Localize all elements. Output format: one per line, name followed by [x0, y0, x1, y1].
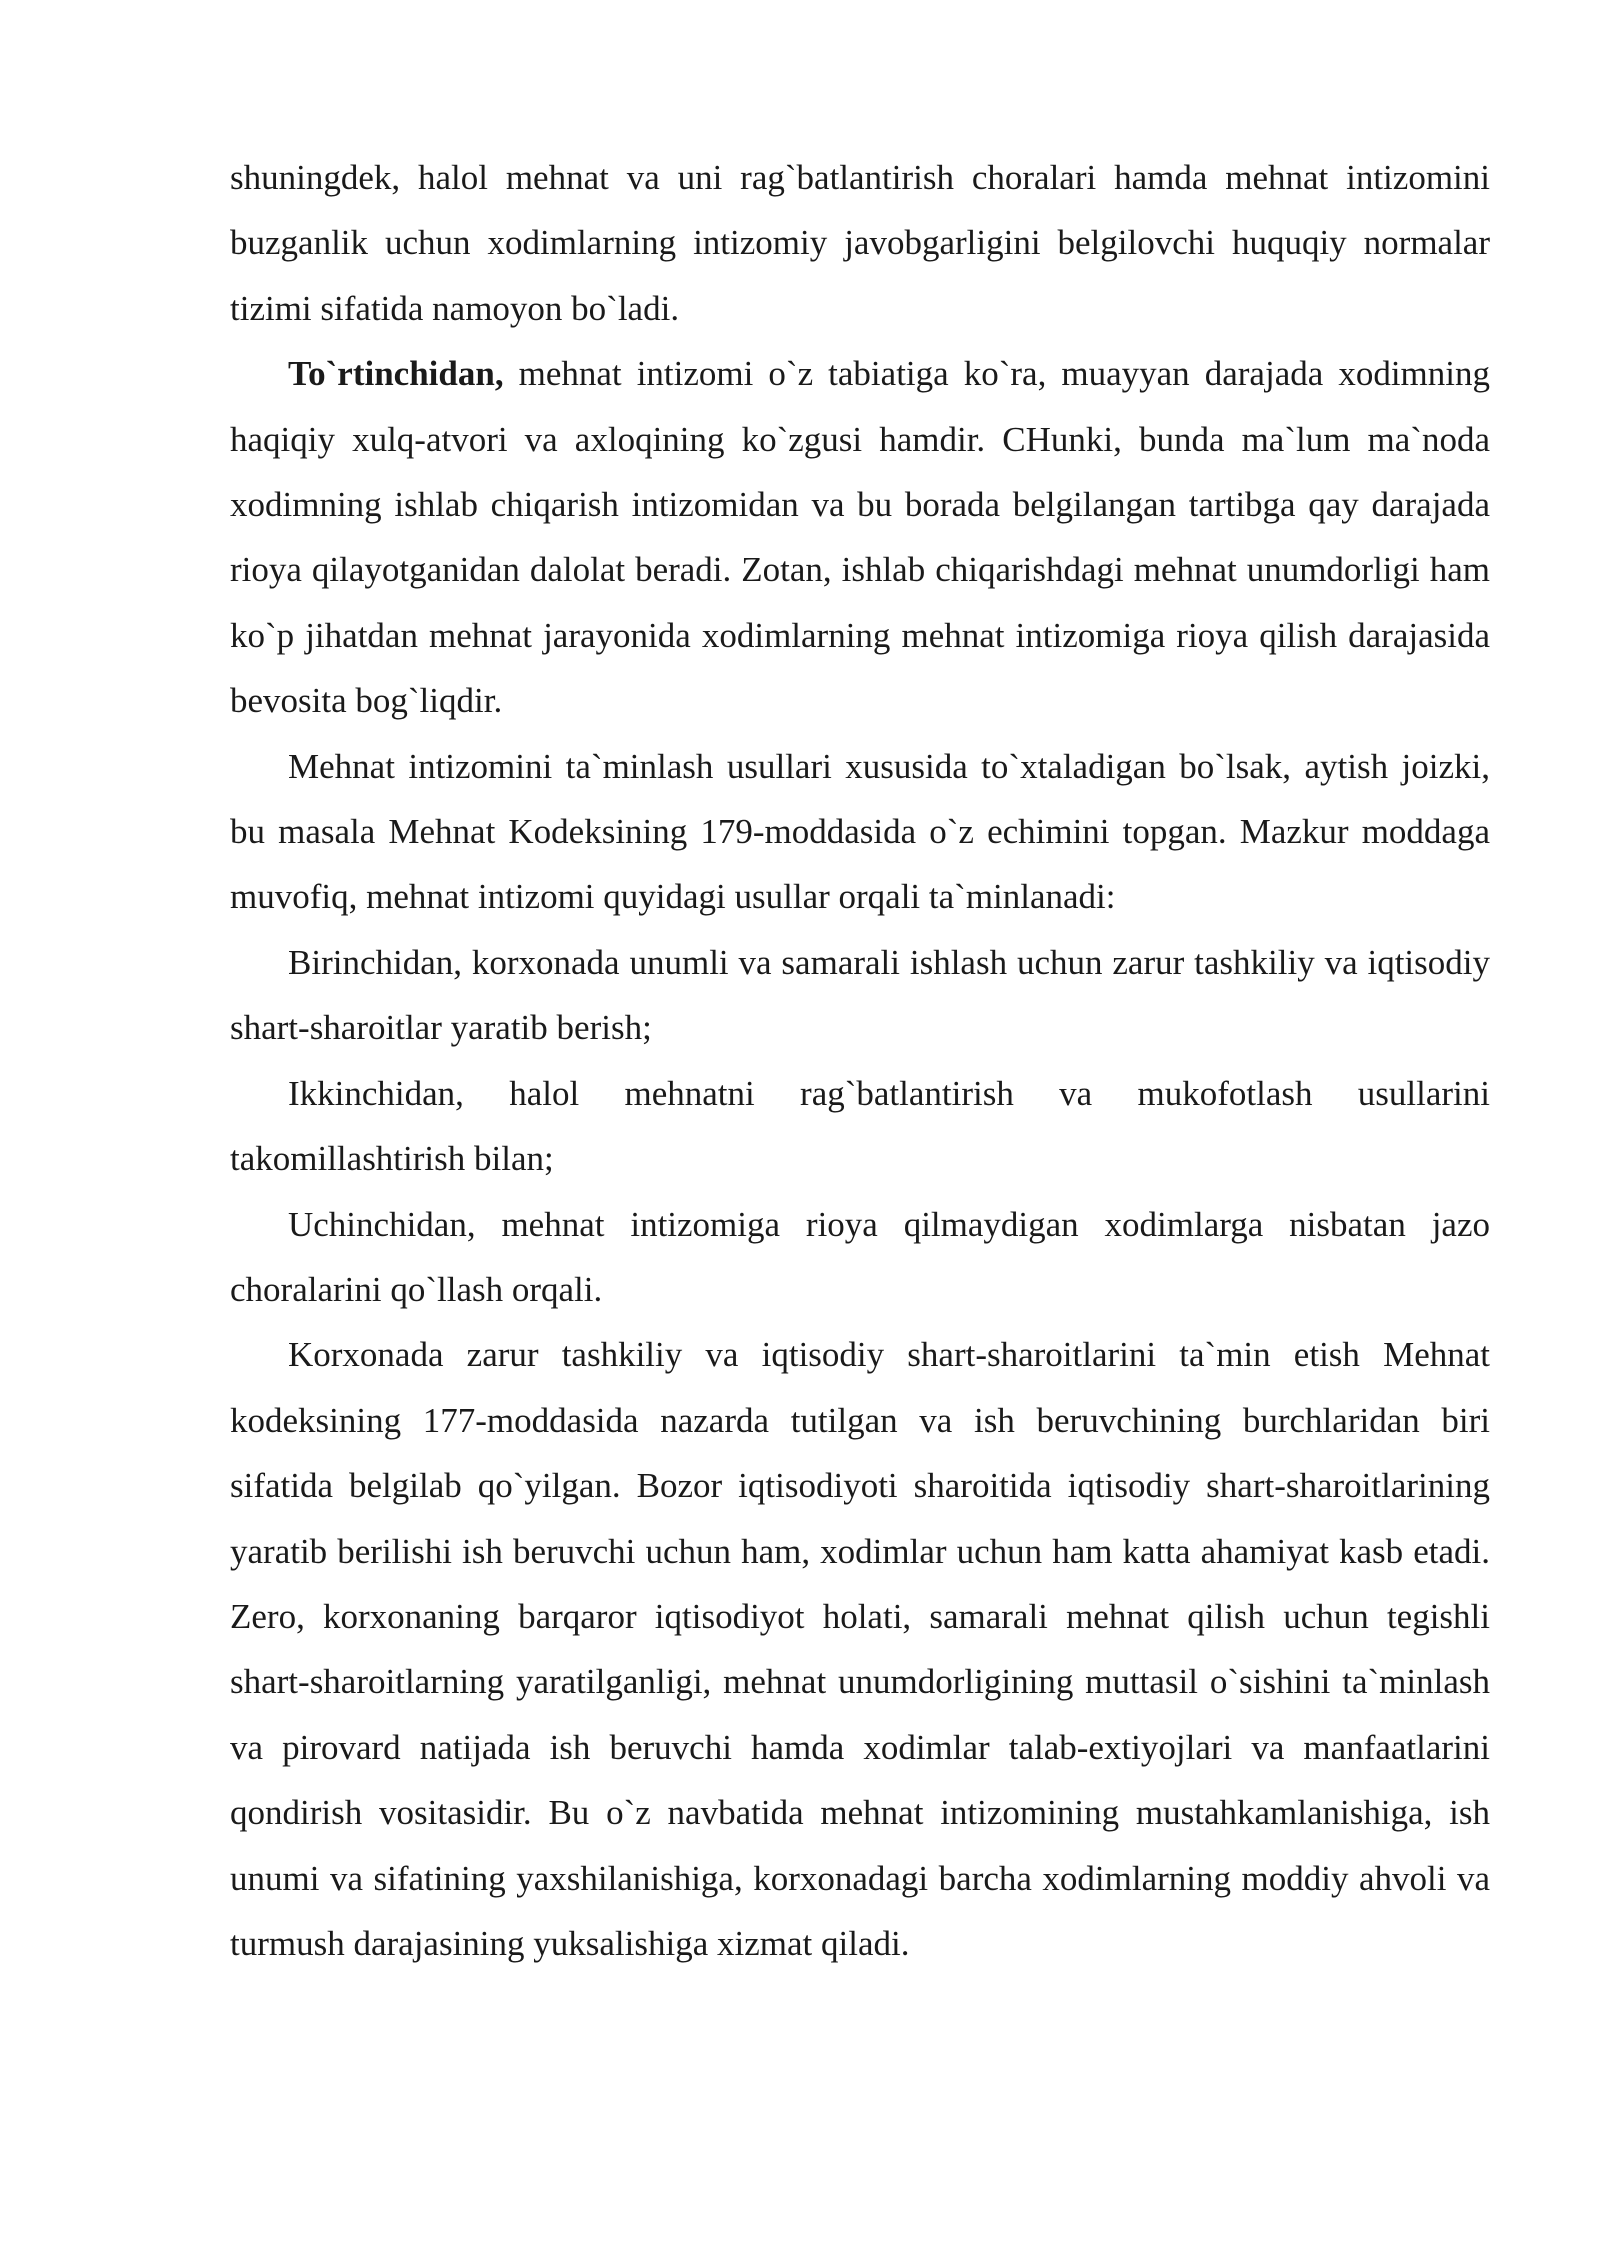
- paragraph-uchinchidan: [230, 1192, 1490, 1323]
- paragraph-korxonada: [230, 1322, 1490, 1976]
- paragraph-text: Mehnat intizomini ta`minlash usullari xususida to`xtaladigan bo`lsak, aytish joizki, bu masala Mehnat Kodeksining 179-moddasida o`z echimini topgan. Mazkur moddaga muvofiq, mehnat intizomi quyidagi usullar orqali ta`minlanadi:: [230, 746, 1490, 917]
- paragraph-bold-lead: To`rtinchidan,: [288, 354, 504, 394]
- paragraph-text: Uchinchidan, mehnat intizomiga rioya qilmaydigan xodimlarga nisbatan jazo choralarini qo`llash orqali.: [230, 1204, 1490, 1309]
- paragraph-text: Ikkinchidan, halol mehnatni rag`batlantirish va mukofotlash usullarini takomillashtirish bilan;: [230, 1073, 1490, 1179]
- paragraph-continuation: [230, 145, 1490, 341]
- paragraph-methods-intro: [230, 734, 1490, 930]
- paragraph-text: Birinchidan, korxonada unumli va samarali ishlash uchun zarur tashkiliy va iqtisodiy shart-sharoitlar yaratib berish;: [230, 942, 1490, 1048]
- paragraph-ikkinchidan: [230, 1061, 1490, 1192]
- document-body: [230, 145, 1490, 1976]
- paragraph-text: shuningdek, halol mehnat va uni rag`batlantirish choralari hamda mehnat intizomini buzganlik uchun xodimlarning intizomiy javobgarligini belgilovchi huquqiy normalar tizimi sifatida namoyon bo`ladi.: [230, 158, 1490, 328]
- paragraph-tortinchidan: [230, 341, 1490, 733]
- paragraph-text: Korxonada zarur tashkiliy va iqtisodiy shart-sharoitlarini ta`min etish Mehnat kodeksining 177-moddasida nazarda tutilgan va ish beruvchining burchlaridan biri sifatida belgilab qo`yilgan. Bozor iqtisodiyoti sharoitida iqtisodiy shart-sharoitlarining yaratib berilishi ish beruvchi uchun ham, xodimlar uchun ham katta ahamiyat kasb etadi. Zero, korxonaning barqaror iqtisodiyot holati, samarali mehnat qilish uchun tegishli shart-sharoitlarning yaratilganligi, mehnat unumdorligining muttasil o`sishini ta`minlash va pirovard natijada ish beruvchi hamda xodimlar talab-extiyojlari va manfaatlarini qondirish vositasidir. Bu o`z navbatida mehnat intizomining mustahkamlanishiga, ish unumi va sifatining yaxshilanishiga, korxonadagi barcha xodimlarning moddiy ahvoli va turmush darajasining yuksalishiga xizmat qiladi.: [230, 1335, 1490, 1963]
- paragraph-birinchidan: [230, 930, 1490, 1061]
- paragraph-text: mehnat intizomi o`z tabiatiga ko`ra, muayyan darajada xodimning haqiqiy xulq-atvori va axloqining ko`zgusi hamdir. CHunki, bunda ma`lum ma`noda xodimning ishlab chiqarish intizomidan va bu borada belgilangan tartibga qay darajada rioya qilayotganidan dalolat beradi. Zotan, ishlab chiqarishdagi mehnat unumdorligi ham ko`p jihatdan mehnat jarayonida xodimlarning mehnat intizomiga rioya qilish darajasida bevosita bog`liqdir.: [230, 354, 1490, 721]
